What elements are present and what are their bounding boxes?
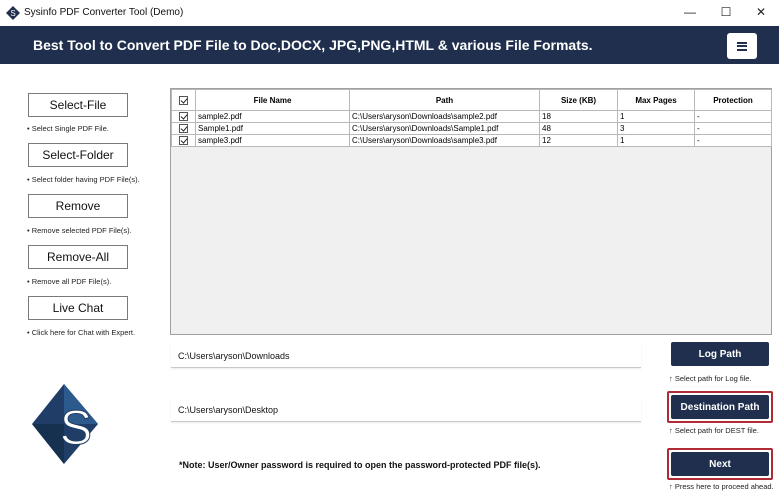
select-folder-button[interactable]: Select-Folder <box>28 143 128 167</box>
select-all-checkbox-cell[interactable] <box>172 90 196 111</box>
destination-path-button[interactable]: Destination Path <box>671 395 769 419</box>
next-button[interactable]: Next <box>671 452 769 476</box>
table-row[interactable] <box>172 135 772 147</box>
live-chat-button[interactable]: Live Chat <box>28 296 128 320</box>
next-hint: ↑ Press here to proceed ahead. <box>669 482 774 491</box>
log-path-hint: ↑ Select path for Log file. <box>669 374 752 383</box>
table-row[interactable] <box>172 111 772 123</box>
live-chat-hint: • Click here for Chat with Expert. <box>27 328 136 337</box>
remove-button[interactable]: Remove <box>28 194 128 218</box>
column-header-max-pages[interactable]: Max Pages <box>618 90 695 111</box>
maximize-button[interactable]: ☐ <box>720 5 732 19</box>
title-bar <box>0 0 779 26</box>
file-name-cell: sample2.pdf <box>196 111 350 123</box>
password-note: *Note: User/Owner password is required to open the password-protected PDF file(s). <box>179 460 541 470</box>
path-cell: C:\Users\aryson\Downloads\sample3.pdf <box>350 135 540 147</box>
size-cell: 12 <box>540 135 618 147</box>
destination-path-hint: ↑ Select path for DEST file. <box>669 426 759 435</box>
row-checkbox-cell[interactable] <box>172 135 196 147</box>
row-checkbox[interactable] <box>179 136 188 145</box>
column-header-size[interactable]: Size (KB) <box>540 90 618 111</box>
row-checkbox-cell[interactable] <box>172 123 196 135</box>
file-name-cell: Sample1.pdf <box>196 123 350 135</box>
app-logo-icon <box>6 6 20 20</box>
table-row[interactable] <box>172 123 772 135</box>
protection-cell: - <box>695 135 772 147</box>
pages-cell: 3 <box>618 123 695 135</box>
select-all-checkbox[interactable] <box>179 96 188 105</box>
banner-headline: Best Tool to Convert PDF File to Doc,DOCX, JPG,PNG,HTML & various File Formats. <box>33 37 593 53</box>
size-cell: 18 <box>540 111 618 123</box>
size-cell: 48 <box>540 123 618 135</box>
menu-button[interactable] <box>727 33 757 59</box>
sysinfo-logo <box>30 378 104 470</box>
protection-cell: - <box>695 111 772 123</box>
header-banner <box>0 26 779 64</box>
file-table <box>171 89 772 147</box>
remove-hint: • Remove selected PDF File(s). <box>27 226 132 235</box>
svg-text:S: S <box>59 402 93 455</box>
select-folder-hint: • Select folder having PDF File(s). <box>27 175 140 184</box>
pages-cell: 1 <box>618 135 695 147</box>
select-file-hint: • Select Single PDF File. <box>27 124 109 133</box>
column-header-protection[interactable]: Protection <box>695 90 772 111</box>
pages-cell: 1 <box>618 111 695 123</box>
file-name-cell: sample3.pdf <box>196 135 350 147</box>
path-cell: C:\Users\aryson\Downloads\sample2.pdf <box>350 111 540 123</box>
remove-all-hint: • Remove all PDF File(s). <box>27 277 112 286</box>
svg-text:S: S <box>10 9 16 18</box>
path-cell: C:\Users\aryson\Downloads\Sample1.pdf <box>350 123 540 135</box>
hamburger-menu-icon <box>737 42 747 51</box>
row-checkbox[interactable] <box>179 124 188 133</box>
close-button[interactable]: ✕ <box>755 5 767 19</box>
window-title: Sysinfo PDF Converter Tool (Demo) <box>24 7 184 18</box>
column-header-file-name[interactable]: File Name <box>196 90 350 111</box>
remove-all-button[interactable]: Remove-All <box>28 245 128 269</box>
protection-cell: - <box>695 123 772 135</box>
log-path-field[interactable]: C:\Users\aryson\Downloads <box>171 344 641 368</box>
select-file-button[interactable]: Select-File <box>28 93 128 117</box>
table-header-row <box>172 90 772 111</box>
destination-path-field[interactable]: C:\Users\aryson\Desktop <box>171 398 641 422</box>
row-checkbox[interactable] <box>179 112 188 121</box>
log-path-button[interactable]: Log Path <box>671 342 769 366</box>
column-header-path[interactable]: Path <box>350 90 540 111</box>
minimize-button[interactable]: — <box>684 5 696 19</box>
row-checkbox-cell[interactable] <box>172 111 196 123</box>
file-table-panel <box>170 88 772 335</box>
